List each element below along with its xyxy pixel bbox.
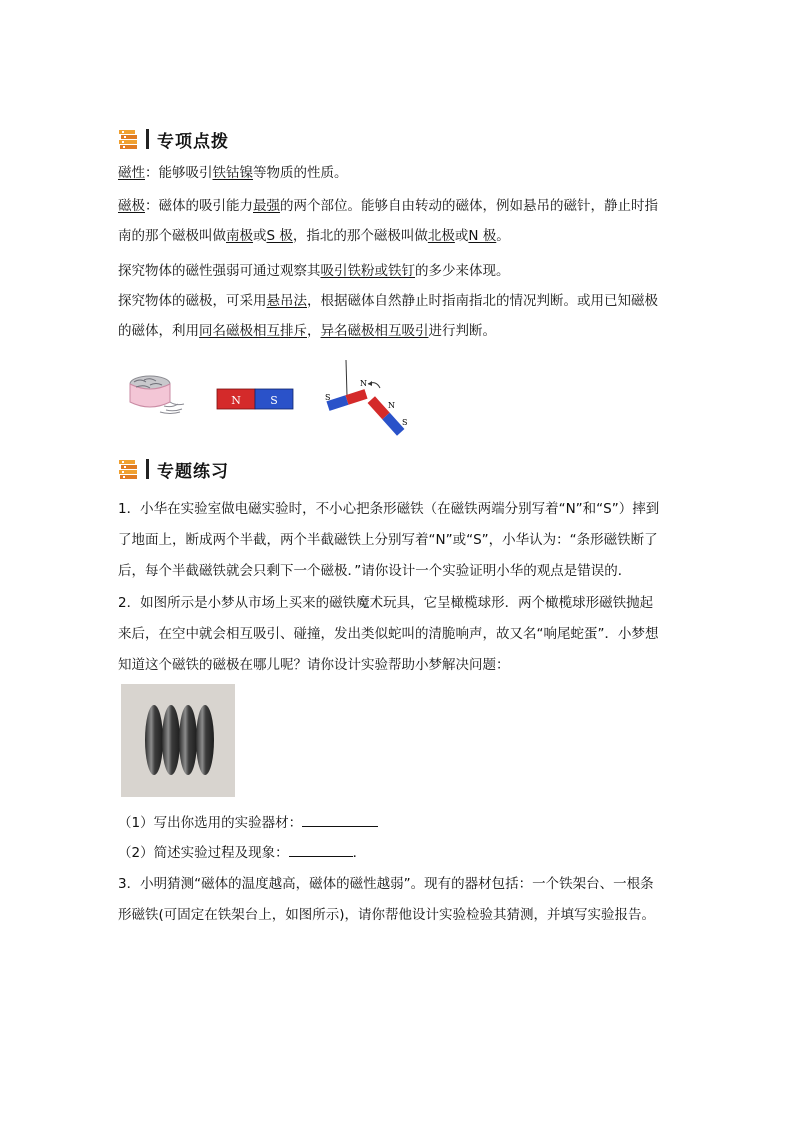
answer-blank-2[interactable] — [289, 842, 353, 857]
question-3: 3．小明猜测“磁体的温度越高，磁体的磁性越弱”。现有的器材包括：一个铁架台、一根条 形磁铁(可固定在铁架台上，如图所示)，请你帮他设计实验检验其猜测，并填写实验报告。 — [118, 876, 656, 923]
olive-magnets-photo — [121, 684, 235, 797]
definition-magnetism: 磁性：能够吸引铁钴镍等物质的性质。 — [118, 165, 348, 181]
term-magnetic-pole: 磁极 — [118, 198, 145, 214]
title-divider — [146, 129, 149, 149]
pole-label-n: N — [231, 394, 241, 407]
pole-label-n1: N — [360, 379, 367, 388]
keyword-nickel: 镍 — [239, 165, 253, 181]
definition-magnetic-pole: 磁极：磁体的吸引能力最强的两个部位。能够自由转动的磁体，例如悬吊的磁针，静止时指 南的那个磁极叫做南极或S 极，指北的那个磁极叫做北极或N 极。 — [118, 198, 658, 244]
pole-identification-note: 探究物体的磁极，可采用悬吊法，根据磁体自然静止时指南指北的情况判断。或用已知磁极 的磁体，利用同名磁极相互排斥，异名磁极相互吸引进行判断。 — [118, 293, 658, 339]
pole-label-n2: N — [388, 401, 395, 410]
pole-label-s: S — [270, 394, 278, 407]
paper-clips-image — [126, 372, 188, 418]
hanging-magnets-image — [318, 358, 418, 446]
question-2: 2．如图所示是小梦从市场上买来的磁铁魔术玩具，它呈橄榄球形．两个橄榄球形磁铁抛起 来后，在空中就会相互吸引、碰撞，发出类似蛇叫的清脆响声，故又名“响尾蛇蛋”．小梦想 知道这个磁铁的磁极在哪儿呢？请你设计实验帮助小梦解决问题： — [118, 595, 659, 673]
keyword-cobalt: 钴 — [226, 165, 240, 181]
title-divider — [146, 459, 149, 479]
pole-label-s1: S — [325, 393, 331, 402]
term-magnetism: 磁性 — [118, 165, 145, 181]
books-icon — [118, 128, 140, 150]
section-title: 专题练习 — [157, 461, 229, 482]
answer-blank-1[interactable] — [302, 812, 378, 827]
keyword-iron: 铁 — [212, 165, 226, 181]
bar-magnet-image — [215, 385, 295, 413]
magnetism-strength-note: 探究物体的磁性强弱可通过观察其吸引铁粉或铁钉的多少来体现。 — [118, 263, 510, 279]
question-2-part-1: （1）写出你选用的实验器材： — [118, 808, 684, 838]
question-2-part-2: （2）简述实验过程及现象： ． — [118, 838, 684, 868]
pole-label-s2: S — [402, 418, 408, 427]
section-header-tips — [118, 125, 229, 153]
section-title: 专项点拨 — [157, 131, 229, 152]
section-header-exercises — [118, 455, 229, 483]
question-1: 1．小华在实验室做电磁实验时，不小心把条形磁铁（在磁铁两端分别写着“N”和“S”）摔到 了地面上，断成两个半截，两个半截磁铁上分别写着“N”或“S”，小华认为：“条形磁铁断了 后，每个半截磁铁就会只剩下一个磁极．”请你设计一个实验证明小华的观点是错误的． — [118, 501, 660, 579]
books-icon — [118, 458, 140, 480]
